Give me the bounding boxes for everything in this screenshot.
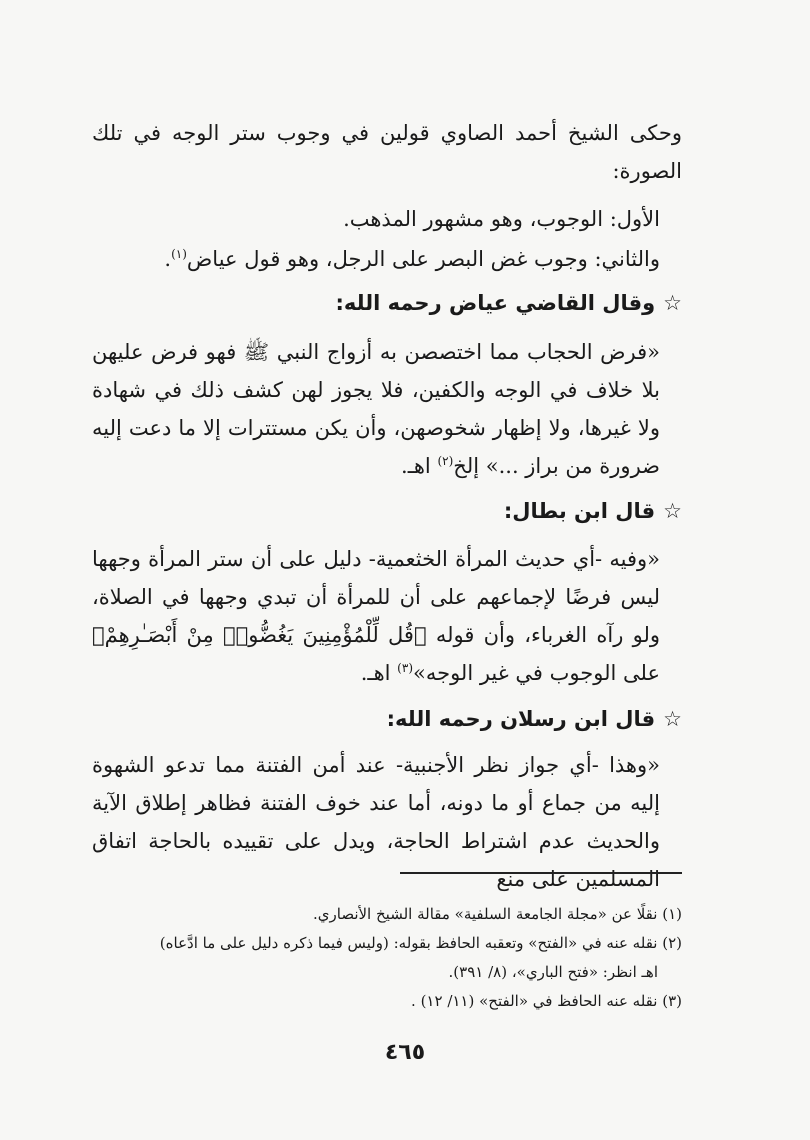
opinion-second-end: .	[164, 247, 172, 271]
opinion-second-text: والثاني: وجوب غض البصر على الرجل، وهو قول عياض	[186, 247, 660, 271]
section-heading-battal	[92, 492, 682, 530]
star-icon: ☆	[663, 291, 682, 315]
footnote-1-text: (١) نقلًا عن «مجلة الجامعة السلفية» مقالة الشيخ الأنصاري.	[313, 905, 682, 923]
footnote-3	[92, 987, 682, 1016]
quote-battal-text: «وفيه -أي حديث المرأة الخثعمية- دليل على أن ستر المرأة وجهها ليس فرضًا لإجماعهم على أن للمرأة أن تبدي وجهها في الصلاة، ولو رآه الغرباء، وأن قوله ﴿قُل لِّلْمُؤْمِنِينَ يَغُضُّوا۟ مِنْ أَبْصَـٰرِهِمْ﴾ على الوجوب في غير الوجه»	[92, 547, 660, 685]
opinion-first	[92, 200, 682, 238]
quote-iyad	[92, 333, 682, 485]
footnote-ref-1[interactable]: (١)	[171, 247, 187, 261]
footnote-ref-3[interactable]: (٣)	[397, 661, 413, 675]
section-heading-raslan-text: قال ابن رسلان رحمه الله:	[386, 707, 656, 731]
intro-text: وحكى الشيخ أحمد الصاوي قولين في وجوب ستر الوجه في تلك الصورة:	[92, 121, 682, 183]
intro-paragraph	[92, 114, 682, 190]
footnote-2-continuation	[92, 958, 682, 987]
section-heading-iyad	[92, 284, 682, 322]
quote-iyad-text: «فرض الحجاب مما اختصصن به أزواج النبي ﷺ فهو فرض عليهن بلا خلاف في الوجه والكفين، فلا يجوز لهن كشف ذلك في شهادة ولا غيرها، ولا إظهار شخوصهن، وأن يكن مستترات إلا ما دعت إليه ضرورة من براز ...» إلخ	[92, 340, 660, 478]
section-heading-raslan	[92, 700, 682, 738]
footnote-3-text: (٣) نقله عنه الحافظ في «الفتح» (١١/ ١٢) .	[411, 992, 682, 1010]
quote-raslan	[92, 746, 682, 898]
opinion-second	[92, 240, 682, 278]
footnote-2-text: (٢) نقله عنه في «الفتح» وتعقبه الحافظ بقوله: (وليس فيما ذكره دليل على ما ادَّعاه)	[159, 934, 682, 952]
footnote-ref-2[interactable]: (٢)	[437, 454, 454, 468]
footnote-1	[92, 900, 682, 929]
star-icon: ☆	[663, 707, 682, 731]
footnote-2-continuation-text: اهـ انظر: «فتح الباري»، (٨/ ٣٩١).	[448, 963, 658, 981]
quote-raslan-text: «وهذا -أي جواز نظر الأجنبية- عند أمن الفتنة مما تدعو الشهوة إليه من جماع أو ما دونه، أما عند خوف الفتنة فظاهر إطلاق الآية والحديث عدم اشتراط الحاجة، ويدل على تقييده بالحاجة اتفاق المسلمين على منع	[92, 753, 660, 891]
footnote-2	[92, 929, 682, 958]
quote-battal	[92, 540, 682, 692]
section-heading-iyad-text: وقال القاضي عياض رحمه الله:	[335, 291, 656, 315]
quote-iyad-end: اهـ.	[401, 454, 438, 478]
page-number: ٤٦٥	[384, 1040, 426, 1065]
footnote-divider	[400, 872, 682, 874]
section-heading-battal-text: قال ابن بطال:	[503, 499, 656, 523]
opinion-first-text: الأول: الوجوب، وهو مشهور المذهب.	[343, 207, 660, 231]
quote-battal-end: اهـ.	[360, 661, 398, 685]
star-icon: ☆	[663, 499, 682, 523]
